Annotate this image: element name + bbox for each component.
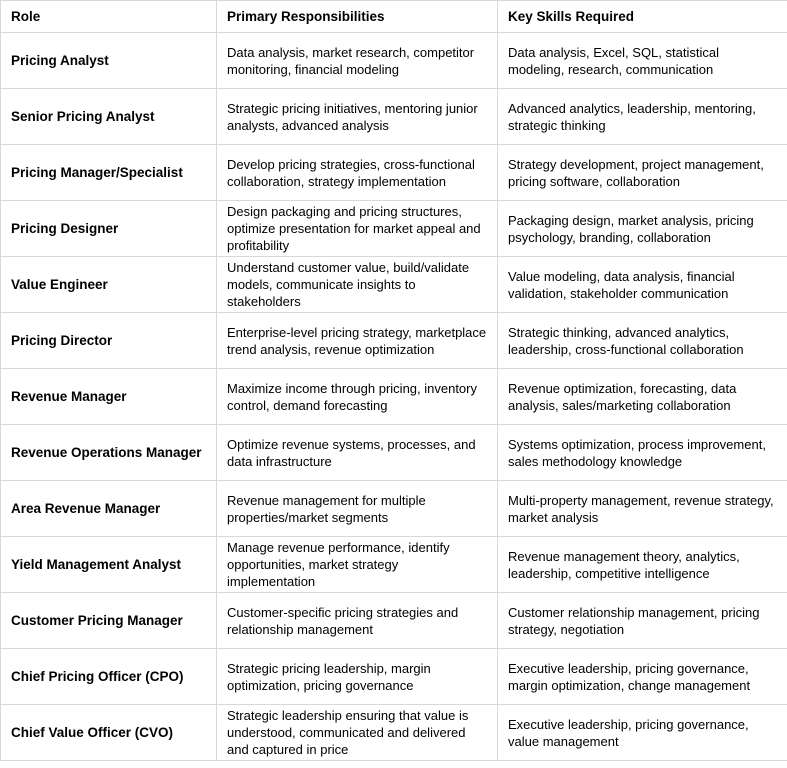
- skills-cell: Revenue optimization, forecasting, data analysis, sales/marketing collaboration: [498, 369, 787, 425]
- skills-cell: Executive leadership, pricing governance, value management: [498, 705, 787, 761]
- responsibilities-cell: Develop pricing strategies, cross-functional collaboration, strategy implementation: [217, 145, 498, 201]
- table-row: [1, 369, 787, 425]
- responsibilities-cell: Strategic pricing leadership, margin optimization, pricing governance: [217, 649, 498, 705]
- role-cell: Chief Pricing Officer (CPO): [1, 649, 217, 705]
- table-row: [1, 649, 787, 705]
- role-cell: Chief Value Officer (CVO): [1, 705, 217, 761]
- skills-cell: Strategy development, project management, pricing software, collaboration: [498, 145, 787, 201]
- skills-cell: Value modeling, data analysis, financial validation, stakeholder communication: [498, 257, 787, 313]
- column-header-role: Role: [1, 1, 217, 33]
- role-cell: Customer Pricing Manager: [1, 593, 217, 649]
- role-cell: Revenue Manager: [1, 369, 217, 425]
- role-cell: Value Engineer: [1, 257, 217, 313]
- responsibilities-cell: Understand customer value, build/validate models, communicate insights to stakeholders: [217, 257, 498, 313]
- responsibilities-cell: Design packaging and pricing structures, optimize presentation for market appeal and profitability: [217, 201, 498, 257]
- role-cell: Revenue Operations Manager: [1, 425, 217, 481]
- role-cell: Pricing Analyst: [1, 33, 217, 89]
- skills-cell: Multi-property management, revenue strategy, market analysis: [498, 481, 787, 537]
- responsibilities-cell: Maximize income through pricing, inventory control, demand forecasting: [217, 369, 498, 425]
- role-cell: Pricing Manager/Specialist: [1, 145, 217, 201]
- table-row: [1, 593, 787, 649]
- responsibilities-cell: Data analysis, market research, competitor monitoring, financial modeling: [217, 33, 498, 89]
- table-row: [1, 705, 787, 761]
- skills-cell: Customer relationship management, pricing strategy, negotiation: [498, 593, 787, 649]
- role-cell: Senior Pricing Analyst: [1, 89, 217, 145]
- responsibilities-cell: Manage revenue performance, identify opportunities, market strategy implementation: [217, 537, 498, 593]
- table-row: [1, 481, 787, 537]
- skills-cell: Data analysis, Excel, SQL, statistical modeling, research, communication: [498, 33, 787, 89]
- skills-cell: Strategic thinking, advanced analytics, leadership, cross-functional collaboration: [498, 313, 787, 369]
- table-row: [1, 145, 787, 201]
- table-row: [1, 313, 787, 369]
- responsibilities-cell: Strategic leadership ensuring that value is understood, communicated and delivered and captured in price: [217, 705, 498, 761]
- table-row: [1, 33, 787, 89]
- role-cell: Yield Management Analyst: [1, 537, 217, 593]
- table-row: [1, 537, 787, 593]
- skills-cell: Revenue management theory, analytics, leadership, competitive intelligence: [498, 537, 787, 593]
- responsibilities-cell: Strategic pricing initiatives, mentoring junior analysts, advanced analysis: [217, 89, 498, 145]
- role-cell: Pricing Director: [1, 313, 217, 369]
- table-row: [1, 257, 787, 313]
- skills-cell: Advanced analytics, leadership, mentoring, strategic thinking: [498, 89, 787, 145]
- column-header-responsibilities: Primary Responsibilities: [217, 1, 498, 33]
- table-row: [1, 425, 787, 481]
- table-row: [1, 89, 787, 145]
- column-header-skills: Key Skills Required: [498, 1, 787, 33]
- role-cell: Area Revenue Manager: [1, 481, 217, 537]
- responsibilities-cell: Optimize revenue systems, processes, and data infrastructure: [217, 425, 498, 481]
- header-row: [1, 1, 787, 33]
- table-row: [1, 201, 787, 257]
- responsibilities-cell: Revenue management for multiple properties/market segments: [217, 481, 498, 537]
- skills-cell: Packaging design, market analysis, pricing psychology, branding, collaboration: [498, 201, 787, 257]
- table-body: [1, 33, 787, 761]
- responsibilities-cell: Customer-specific pricing strategies and relationship management: [217, 593, 498, 649]
- responsibilities-cell: Enterprise-level pricing strategy, marketplace trend analysis, revenue optimization: [217, 313, 498, 369]
- role-cell: Pricing Designer: [1, 201, 217, 257]
- skills-cell: Systems optimization, process improvement, sales methodology knowledge: [498, 425, 787, 481]
- skills-cell: Executive leadership, pricing governance, margin optimization, change management: [498, 649, 787, 705]
- table-header: [1, 1, 787, 33]
